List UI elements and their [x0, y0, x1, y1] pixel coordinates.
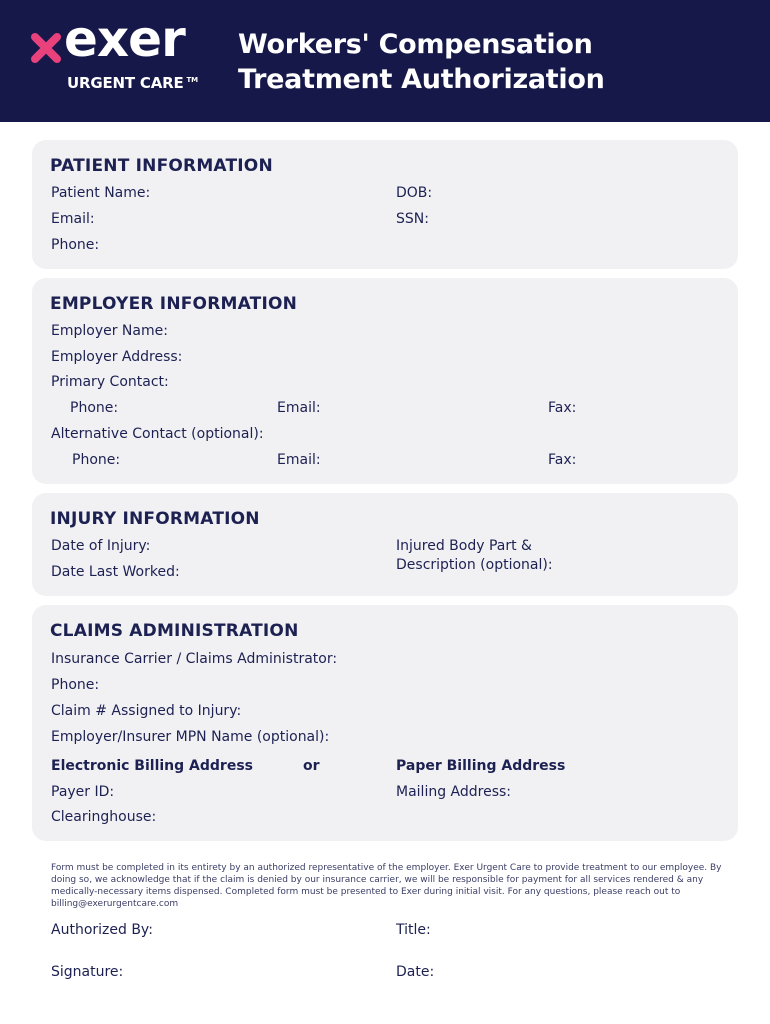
section-heading: INJURY INFORMATION — [50, 509, 260, 529]
section-heading: CLAIMS ADMINISTRATION — [50, 621, 299, 641]
dob-label: DOB: — [396, 185, 433, 201]
patient-name-label: Patient Name: — [51, 185, 151, 201]
email-label: Email: — [51, 211, 95, 227]
date-last-worked-label: Date Last Worked: — [51, 564, 180, 580]
alternative-email-label: Email: — [277, 452, 321, 468]
primary-fax-label: Fax: — [548, 400, 577, 416]
logo-subtitle — [67, 74, 198, 92]
primary-phone-label: Phone: — [70, 400, 119, 416]
claims-phone-label: Phone: — [51, 677, 100, 693]
header-banner — [0, 0, 770, 122]
date-of-injury-label: Date of Injury: — [51, 538, 151, 554]
clearinghouse-label: Clearinghouse: — [51, 809, 157, 825]
page-title — [238, 27, 605, 97]
ssn-label: SSN: — [396, 211, 429, 227]
phone-label: Phone: — [51, 237, 100, 253]
employer-name-label: Employer Name: — [51, 323, 168, 339]
alternative-contact-label: Alternative Contact (optional): — [51, 426, 264, 442]
logo-subtitle-text: URGENT CARE — [67, 74, 184, 92]
title-label: Title: — [396, 922, 431, 938]
injury-information-section — [32, 493, 738, 596]
or-separator: or — [303, 758, 320, 774]
employer-information-section — [32, 278, 738, 484]
claims-administration-section — [32, 605, 738, 841]
claim-number-label: Claim # Assigned to Injury: — [51, 703, 242, 719]
section-heading: PATIENT INFORMATION — [50, 156, 273, 176]
title-line-1: Workers' Compensation — [238, 29, 593, 60]
section-heading: EMPLOYER INFORMATION — [50, 294, 298, 314]
electronic-billing-heading: Electronic Billing Address — [51, 758, 253, 774]
signature-label: Signature: — [51, 964, 124, 980]
date-label: Date: — [396, 964, 435, 980]
primary-email-label: Email: — [277, 400, 321, 416]
mailing-address-label: Mailing Address: — [396, 784, 512, 800]
injured-body-part-label: Injured Body Part & Description (optional): — [396, 538, 553, 573]
alternative-phone-label: Phone: — [72, 452, 121, 468]
logo-wordmark: exer — [64, 10, 185, 68]
alternative-fax-label: Fax: — [548, 452, 577, 468]
insurance-carrier-label: Insurance Carrier / Claims Administrator: — [51, 651, 338, 667]
exer-logo — [30, 10, 210, 96]
employer-address-label: Employer Address: — [51, 349, 183, 365]
logo-trademark: TM — [186, 76, 198, 84]
paper-billing-heading: Paper Billing Address — [396, 758, 566, 774]
authorized-by-label: Authorized By: — [51, 922, 153, 938]
payer-id-label: Payer ID: — [51, 784, 115, 800]
title-line-2: Treatment Authorization — [238, 64, 605, 95]
disclaimer-text: Form must be completed in its entirety by an authorized representative of the employer. Exer Urgent Care to provide treatment to our employee. By doing so, we acknowledge that if the claim is denied by our insurance carrier, we will be responsible for payment for all services rendered & any medically-necessary items dispensed. Completed form must be presented to Exer during initial visit. For any questions, please reach out to billing@exerurgentcare.com — [51, 863, 722, 909]
primary-contact-label: Primary Contact: — [51, 374, 169, 390]
patient-information-section — [32, 140, 738, 269]
mpn-name-label: Employer/Insurer MPN Name (optional): — [51, 729, 330, 745]
x-mark-icon — [30, 32, 62, 64]
